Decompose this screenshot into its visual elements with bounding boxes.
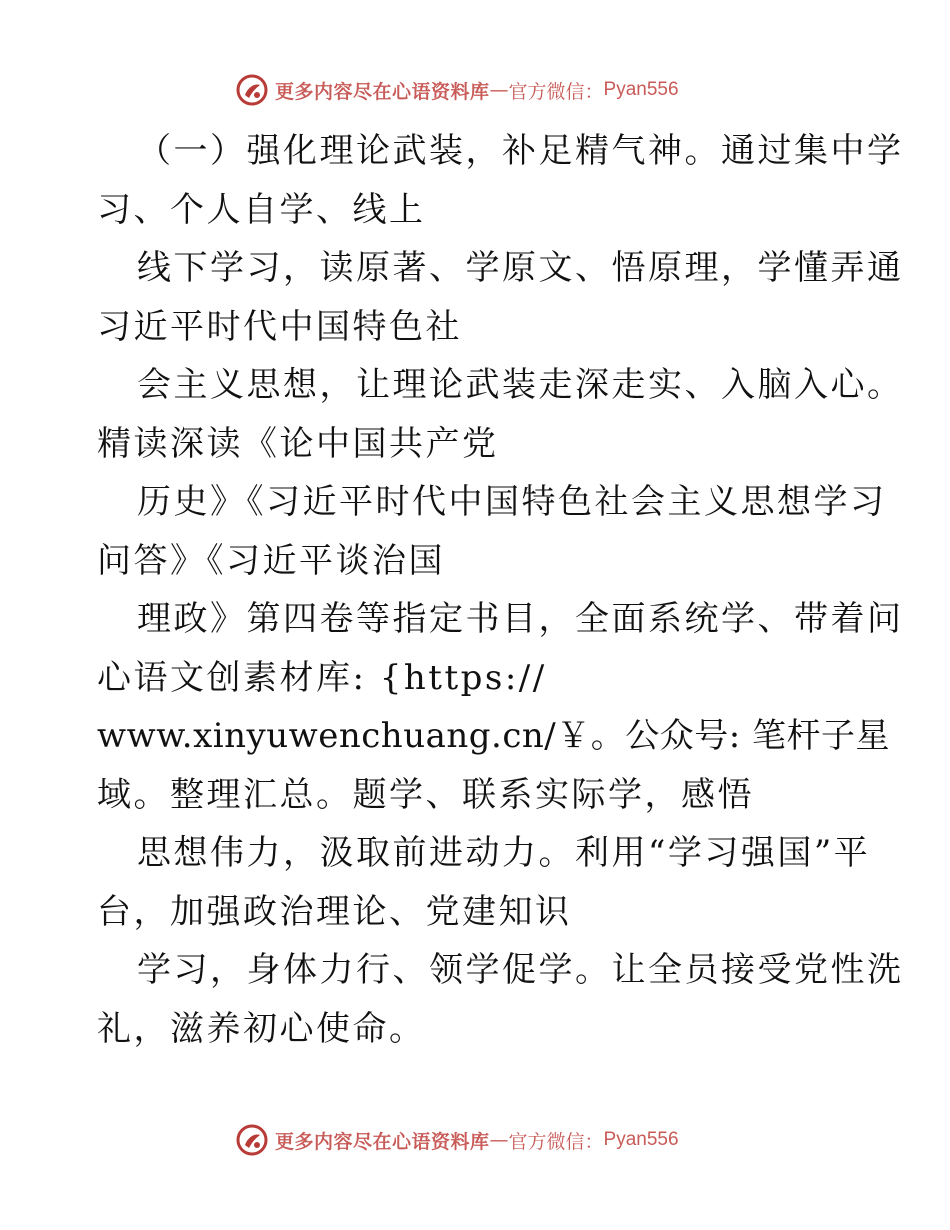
watermark-main-text: 更多内容尽在心语资料库 [275,1130,490,1153]
footer-watermark [235,1122,679,1158]
body-line: （一）强化理论武装，补足精气神。通过集中学 [137,131,904,171]
body-line: 会主义思想，让理论武装走深走实、入脑入心。 [137,365,904,405]
watermark-separator: — [489,79,509,101]
watermark-id-text: Pyan556 [603,1129,679,1150]
body-line: 问答》《习近平谈治国 [97,540,445,581]
body-line: 理政》第四卷等指定书目，全面系统学、带着问 [137,599,904,639]
body-line: 线下学习，读原著、学原文、悟原理，学懂弄通 [137,248,904,288]
body-line: 礼，滋养初心使命。 [97,1008,426,1049]
red-seal-logo-icon [235,73,269,107]
red-seal-logo-icon [235,1123,269,1157]
document-body [97,122,904,1058]
body-line: 域。整理汇总。题学、联系实际学，感悟 [97,774,754,815]
body-line: 心语文创素材库: {https:// [97,657,547,698]
body-line: 习、个人自学、线上 [97,189,426,230]
watermark-sub-text: 官方微信： [508,1130,604,1153]
body-line: 台，加强政治理论、党建知识 [97,891,572,932]
watermark-sub-text: 官方微信： [508,80,604,103]
watermark-separator: — [489,1129,509,1151]
header-watermark [235,72,679,108]
body-line: 学习，身体力行、领学促学。让全员接受党性洗 [137,950,904,990]
body-line: 习近平时代中国特色社 [97,306,462,347]
body-line: 历史》《习近平时代中国特色社会主义思想学习 [137,482,887,522]
watermark-main-text: 更多内容尽在心语资料库 [275,80,490,103]
body-line: 思想伟力，汲取前进动力。利用“学习强国”平 [137,833,871,873]
watermark-id-text: Pyan556 [603,79,679,100]
body-line: 精读深读《论中国共产党 [97,423,499,464]
body-line: www.xinyuwenchuang.cn/￥。公众号: 笔杆子星 [97,716,890,756]
